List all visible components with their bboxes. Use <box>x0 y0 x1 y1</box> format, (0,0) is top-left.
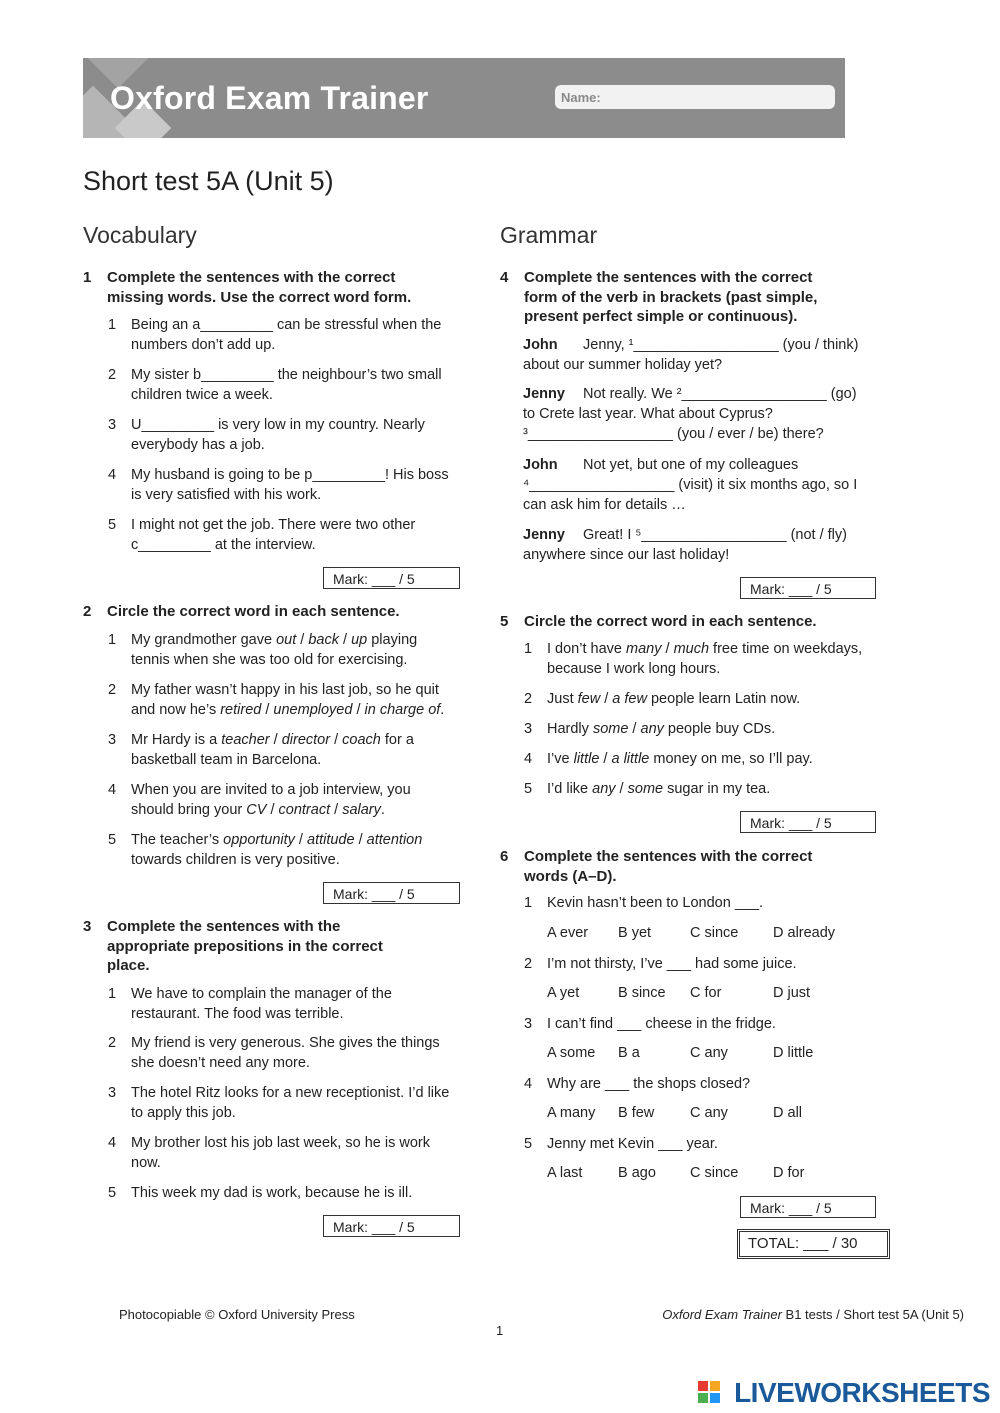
question-number: 5 <box>500 613 509 630</box>
list-item: 1 Being an a_________ can be stressful when the numbers don’t add up. <box>108 317 442 353</box>
speaker: John <box>523 337 558 353</box>
list-item: 3 U_________ is very low in my country. Nearly everybody has a job. <box>108 417 425 453</box>
option[interactable]: A ever <box>547 925 589 941</box>
header-banner <box>83 58 845 138</box>
option[interactable]: C any <box>690 1045 728 1061</box>
page-title: Short test 5A (Unit 5) <box>83 166 334 196</box>
question-6-instruction <box>500 847 900 887</box>
liveworksheets-logo-icon <box>698 1381 720 1403</box>
list-item: 3 The hotel Ritz looks for a new receptionist. I’d like to apply this job. <box>108 1085 450 1121</box>
footer-source: Oxford Exam Trainer B1 tests / Short test 5A (Unit 5) <box>662 1307 964 1322</box>
instruction-line: present perfect simple or continuous). <box>524 308 798 325</box>
list-item: 3 I can’t find ___ cheese in the fridge. <box>524 1016 776 1032</box>
instruction-line: Complete the sentences with the correct <box>524 848 813 865</box>
option[interactable]: A yet <box>547 985 580 1001</box>
option[interactable]: A some <box>547 1045 596 1061</box>
list-item: 5 Jenny met Kevin ___ year. <box>524 1136 718 1152</box>
list-item: 4 I’ve little / a little money on me, so I’ll pay. <box>524 751 813 767</box>
list-item: 3 Mr Hardy is a teacher / director / coach for a basketball team in Barcelona. <box>108 732 414 768</box>
question-3-instruction <box>83 917 483 977</box>
instruction-line: Circle the correct word in each sentence. <box>107 603 400 620</box>
option[interactable]: D for <box>773 1165 805 1181</box>
option[interactable]: C for <box>690 985 722 1001</box>
dialogue-line: Jenny Great! I ⁵__________________ (not / fly) anywhere since our last holiday! <box>523 527 847 563</box>
list-item: 2 Just few / a few people learn Latin now. <box>524 691 801 707</box>
mark-box[interactable]: Mark: ___ / 5 <box>740 811 876 833</box>
mark-box[interactable]: Mark: ___ / 5 <box>323 1215 460 1237</box>
question-5-instruction <box>500 612 900 632</box>
mark-box[interactable]: Mark: ___ / 5 <box>323 567 460 589</box>
question-4-instruction <box>500 268 900 328</box>
mark-box[interactable]: Mark: ___ / 5 <box>740 577 876 599</box>
list-item: 5 I’d like any / some sugar in my tea. <box>524 781 771 797</box>
speaker: John <box>523 457 558 473</box>
option[interactable]: B ago <box>618 1165 656 1181</box>
question-number: 2 <box>83 603 92 620</box>
speaker: Jenny <box>523 527 565 543</box>
list-item: 2 My father wasn’t happy in his last job, so he quit and now he’s retired / unemployed / in charge of. <box>108 682 445 718</box>
instruction-line: place. <box>107 957 150 974</box>
option[interactable]: A last <box>547 1165 583 1181</box>
list-item: 4 My husband is going to be p_________! His boss is very satisfied with his work. <box>108 467 449 503</box>
list-item: 1 My grandmother gave out / back / up playing tennis when she was too old for exercising. <box>108 632 418 668</box>
option[interactable]: A many <box>547 1105 596 1121</box>
list-item: 5 The teacher’s opportunity / attitude / attention towards children is very positive. <box>108 832 423 868</box>
question-1-instruction <box>83 268 483 308</box>
list-item: 4 My brother lost his job last week, so he is work now. <box>108 1135 430 1171</box>
instruction-line: Complete the sentences with the correct <box>107 269 396 286</box>
instruction-line: appropriate prepositions in the correct <box>107 937 383 955</box>
instruction-line: form of the verb in brackets (past simple, <box>524 288 818 306</box>
mark-box[interactable]: Mark: ___ / 5 <box>740 1196 876 1218</box>
dialogue-line: John Not yet, but one of my colleagues ⁴__________________ (visit) it six months ago, so I can ask him for details … <box>523 457 858 513</box>
page-number: 1 <box>496 1323 504 1338</box>
liveworksheets-watermark: LIVEWORKSHEETS <box>734 1377 990 1408</box>
grammar-heading: Grammar <box>500 222 598 248</box>
dialogue-line: John Jenny, ¹__________________ (you / think) about our summer holiday yet? <box>523 337 859 373</box>
instruction-line: missing words. Use the correct word form. <box>107 288 412 306</box>
option[interactable]: D all <box>773 1105 803 1121</box>
list-item: 2 My friend is very generous. She gives the things she doesn’t need any more. <box>108 1035 440 1071</box>
speaker: Jenny <box>523 386 565 402</box>
name-field[interactable] <box>555 85 835 109</box>
dialogue-line: Jenny Not really. We ²__________________ (go) to Crete last year. What about Cyprus? ³__________________ (you / ever / be) there? <box>523 386 857 442</box>
question-number: 1 <box>83 269 92 286</box>
question-2-instruction <box>83 602 483 622</box>
option[interactable]: C since <box>690 925 739 941</box>
list-item: 4 When you are invited to a job interview, you should bring your CV / contract / salary. <box>108 782 411 818</box>
list-item: 5 This week my dad is work, because he is ill. <box>108 1185 413 1201</box>
footer-copyright: Photocopiable © Oxford University Press <box>119 1307 355 1322</box>
question-number: 4 <box>500 269 509 286</box>
name-label: Name: <box>561 90 601 105</box>
option[interactable]: B a <box>618 1045 640 1061</box>
list-item: 2 I’m not thirsty, I’ve ___ had some juice. <box>524 956 797 972</box>
total-box[interactable]: TOTAL: ___ / 30 <box>737 1229 890 1259</box>
question-number: 6 <box>500 848 509 865</box>
option[interactable]: D little <box>773 1045 814 1061</box>
list-item: 1 Kevin hasn’t been to London ___. <box>524 895 764 911</box>
option[interactable]: C since <box>690 1165 739 1181</box>
option[interactable]: B yet <box>618 925 652 941</box>
option[interactable]: D just <box>773 985 811 1001</box>
option[interactable]: B few <box>618 1105 655 1121</box>
instruction-line: Complete the sentences with the correct <box>524 269 813 286</box>
list-item: 3 Hardly some / any people buy CDs. <box>524 721 776 737</box>
instruction-line: Circle the correct word in each sentence. <box>524 613 817 630</box>
vocabulary-heading: Vocabulary <box>83 222 197 248</box>
list-item: 2 My sister b_________ the neighbour’s two small children twice a week. <box>108 367 442 403</box>
brand-title: Oxford Exam Trainer <box>110 80 429 116</box>
list-item: 1 We have to complain the manager of the restaurant. The food was terrible. <box>108 986 392 1022</box>
mark-box[interactable]: Mark: ___ / 5 <box>323 882 460 904</box>
list-item: 1 I don’t have many / much free time on weekdays, because I work long hours. <box>524 641 863 677</box>
option[interactable]: C any <box>690 1105 728 1121</box>
list-item: 4 Why are ___ the shops closed? <box>524 1076 751 1092</box>
question-number: 3 <box>83 918 92 935</box>
instruction-line: words (A–D). <box>524 867 617 885</box>
list-item: 5 I might not get the job. There were two other c_________ at the interview. <box>108 517 416 553</box>
instruction-line: Complete the sentences with the <box>107 918 341 935</box>
option[interactable]: D already <box>773 925 836 941</box>
option[interactable]: B since <box>618 985 666 1001</box>
